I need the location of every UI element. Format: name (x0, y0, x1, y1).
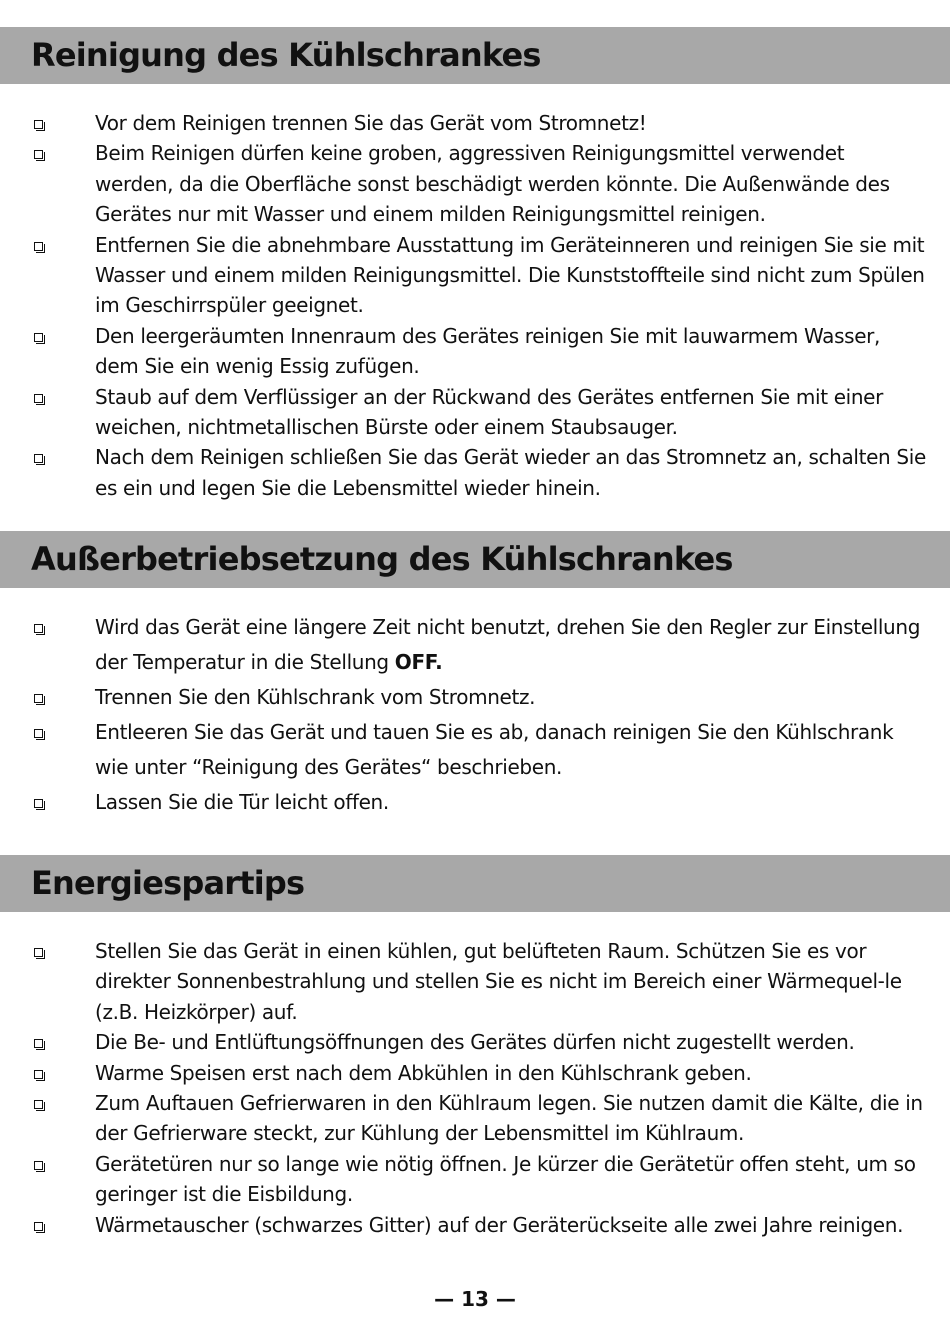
list-item: Trennen Sie den Kühlschrank vom Stromnetz. (0, 680, 950, 715)
checkbox-bullet-icon (34, 242, 43, 251)
list-item: Entfernen Sie die abnehmbare Ausstattung im Geräteinneren und reinigen Sie sie mit Wasser und einem milden Reinigungsmittel. Die Kunststoffteile sind nicht zum Spülen im Geschirrspüler geeignet. (0, 230, 950, 321)
list-item: Die Be- und Entlüftungsöffnungen des Gerätes dürfen nicht zugestellt werden. (0, 1027, 950, 1057)
list-item: Wird das Gerät eine längere Zeit nicht benutzt, drehen Sie den Regler zur Einstellung der Temperatur in die Stellung OFF. (0, 610, 950, 680)
checkbox-bullet-icon (34, 1039, 43, 1048)
list-item: Entleeren Sie das Gerät und tauen Sie es ab, danach reinigen Sie den Kühlschrank wie unter “Reinigung des Gerätes“ beschrieben. (0, 715, 950, 785)
cleaning-list (0, 108, 950, 503)
checkbox-bullet-icon (34, 1100, 43, 1109)
checkbox-bullet-icon (34, 1161, 43, 1170)
checkbox-bullet-icon (34, 1070, 43, 1079)
checkbox-bullet-icon (34, 799, 43, 808)
checkbox-bullet-icon (34, 454, 43, 463)
decommissioning-list (0, 610, 950, 820)
list-item: Lassen Sie die Tür leicht offen. (0, 785, 950, 820)
list-item: Nach dem Reinigen schließen Sie das Gerät wieder an das Stromnetz an, schalten Sie es ein und legen Sie die Lebensmittel wieder hinein. (0, 442, 950, 503)
section-title: Reinigung des Kühlschrankes (31, 36, 541, 74)
checkbox-bullet-icon (34, 624, 43, 633)
checkbox-bullet-icon (34, 729, 43, 738)
list-item: Zum Auftauen Gefrierwaren in den Kühlraum legen. Sie nutzen damit die Kälte, die in der Gefrierware steckt, zur Kühlung der Lebensmittel im Kühlraum. (0, 1088, 950, 1149)
list-item: Den leergeräumten Innenraum des Gerätes reinigen Sie mit lauwarmem Wasser, dem Sie ein wenig Essig zufügen. (0, 321, 950, 382)
checkbox-bullet-icon (34, 1222, 43, 1231)
page-number: — 13 — (434, 1287, 516, 1311)
section-header-decommissioning (0, 531, 950, 588)
list-item: Stellen Sie das Gerät in einen kühlen, gut belüfteten Raum. Schützen Sie es vor direkter Sonnenbestrahlung und stellen Sie es nicht im Bereich einer Wärmequel-le (z.B. Heizkörper) auf. (0, 936, 950, 1027)
checkbox-bullet-icon (34, 333, 43, 342)
checkbox-bullet-icon (34, 150, 43, 159)
section-title: Energiespartips (31, 864, 305, 902)
off-setting-label: OFF. (394, 650, 443, 674)
energy-tips-list (0, 936, 950, 1240)
checkbox-bullet-icon (34, 694, 43, 703)
section-header-energy-tips (0, 855, 950, 912)
list-item: Beim Reinigen dürfen keine groben, aggressiven Reinigungsmittel verwendet werden, da die Oberfläche sonst beschädigt werden könnte. Die Außenwände des Gerätes nur mit Wasser und einem milden Reinigungsmittel reinigen. (0, 138, 950, 229)
checkbox-bullet-icon (34, 948, 43, 957)
list-item: Gerätetüren nur so lange wie nötig öffnen. Je kürzer die Gerätetür offen steht, um so geringer ist die Eisbildung. (0, 1149, 950, 1210)
list-item: Warme Speisen erst nach dem Abkühlen in den Kühlschrank geben. (0, 1058, 950, 1088)
list-item: Wärmetauscher (schwarzes Gitter) auf der Geräterückseite alle zwei Jahre reinigen. (0, 1210, 950, 1240)
list-item: Staub auf dem Verflüssiger an der Rückwand des Gerätes entfernen Sie mit einer weichen, nichtmetallischen Bürste oder einem Staubsauger. (0, 382, 950, 443)
checkbox-bullet-icon (34, 394, 43, 403)
checkbox-bullet-icon (34, 120, 43, 129)
list-item: Vor dem Reinigen trennen Sie das Gerät vom Stromnetz! (0, 108, 950, 138)
section-title: Außerbetriebsetzung des Kühlschrankes (31, 540, 733, 578)
section-header-cleaning (0, 27, 950, 84)
